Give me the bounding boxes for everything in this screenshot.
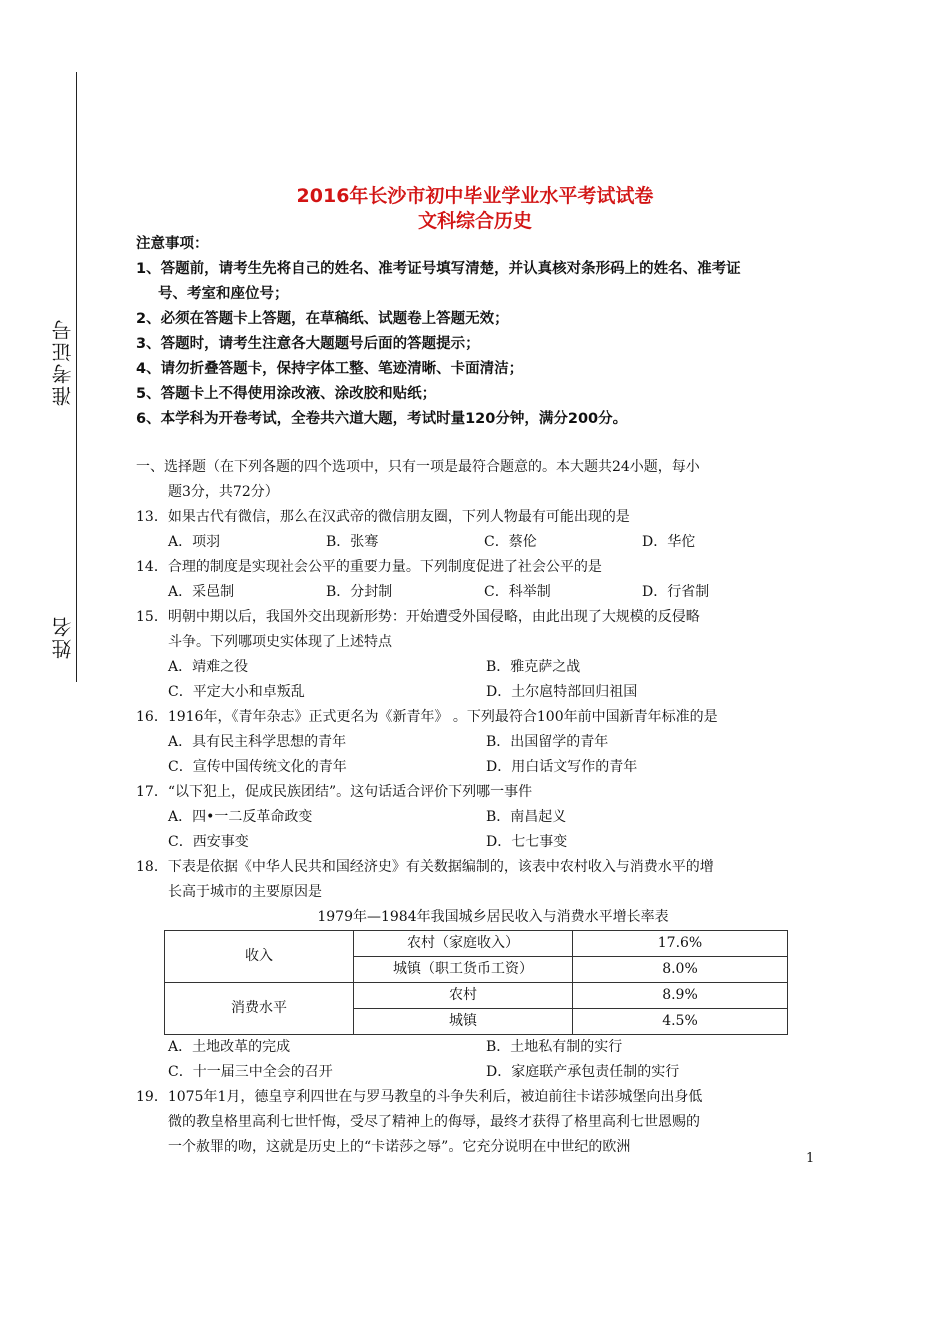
question-15-stem-cont: 斗争。下列哪项史实体现了上述特点 (168, 634, 392, 650)
section-heading: 一、选择题（在下列各题的四个选项中，只有一项是最符合题意的。本大题共24小题，每小 (136, 459, 700, 475)
question-18-stem-cont: 长高于城市的主要原因是 (168, 884, 322, 900)
note-item: 6、本学科为开卷考试，全卷共六道大题，考试时量120分钟，满分200分。 (136, 411, 628, 427)
question-16-options-ab (136, 730, 826, 755)
option-c: C．西安事变 (168, 834, 249, 850)
question-15-stem: 15．明朝中期以后，我国外交出现新形势：开始遭受外国侵略，由此出现了大规模的反侵略 (136, 609, 700, 625)
question-19-stem: 19．1075年1月，德皇亨利四世在与罗马教皇的斗争失利后，被迫前往卡诺莎城堡向出身低 (136, 1089, 703, 1105)
question-19-stem-cont: 微的教皇格里高利七世忏悔，受尽了精神上的侮辱，最终才获得了格里高利七世恩赐的 (168, 1114, 700, 1130)
question-18-stem: 18．下表是依据《中华人民共和国经济史》有关数据编制的，该表中农村收入与消费水平的增 (136, 859, 714, 875)
option-d: D．华佗 (642, 534, 696, 550)
note-item: 1、答题前，请考生先将自己的姓名、准考证号填写清楚，并认真核对条形码上的姓名、准考证 (136, 261, 741, 277)
question-16-stem: 16．1916年，《青年杂志》正式更名为《新青年》 。下列最符合100年前中国新青年标准的是 (136, 709, 718, 725)
question-13-stem: 13．如果古代有微信，那么在汉武帝的微信朋友圈，下列人物最有可能出现的是 (136, 509, 630, 525)
table-cell-value: 17.6% (573, 931, 788, 957)
question-18-options-cd (136, 1060, 826, 1085)
notes-heading: 注意事项： (136, 236, 209, 252)
option-c: C．平定大小和卓叛乱 (168, 684, 305, 700)
option-d: D．用白话文写作的青年 (486, 759, 638, 775)
table-cell: 城镇 (354, 1009, 573, 1035)
note-item: 5、答题卡上不得使用涂改液、涂改胶和贴纸； (136, 386, 437, 402)
note-item: 4、请勿折叠答题卡，保持字体工整、笔迹清晰、卡面清洁； (136, 361, 524, 377)
option-c: C．宣传中国传统文化的青年 (168, 759, 347, 775)
option-c: C．科举制 (484, 584, 551, 600)
table-row (165, 931, 788, 957)
option-b: B．张骞 (326, 534, 379, 550)
table-cell-consumption: 消费水平 (165, 983, 354, 1035)
question-19-stem-cont: 一个赦罪的吻，这就是历史上的“卡诺莎之辱”。它充分说明在中世纪的欧洲 (168, 1139, 631, 1155)
table-cell-value: 8.0% (573, 957, 788, 983)
question-15-options-ab (136, 655, 826, 680)
option-a: A．靖难之役 (168, 659, 249, 675)
table-cell: 农村（家庭收入） (354, 931, 573, 957)
question-17-options-ab (136, 805, 826, 830)
option-c: C．蔡伦 (484, 534, 537, 550)
name-label: 姓名 (51, 615, 75, 659)
option-d: D．土尔扈特部回归祖国 (486, 684, 638, 700)
note-item: 号、考室和座位号； (158, 286, 289, 302)
question-15-options-cd (136, 680, 826, 705)
question-18-options-ab (136, 1035, 826, 1060)
note-item: 2、必须在答题卡上答题，在草稿纸、试题卷上答题无效； (136, 311, 509, 327)
growth-rate-table (164, 930, 788, 1035)
exam-subtitle: 文科综合历史 (417, 210, 532, 232)
option-d: D．家庭联产承包责任制的实行 (486, 1064, 680, 1080)
option-d: D．七七事变 (486, 834, 568, 850)
question-17-options-cd (136, 830, 826, 855)
exam-number-label: 准考证号 (51, 318, 75, 406)
table-row (165, 983, 788, 1009)
table-cell-income: 收入 (165, 931, 354, 983)
option-a: A．四•一二反革命政变 (168, 809, 313, 825)
option-b: B．南昌起义 (486, 809, 567, 825)
questions-body (136, 455, 826, 1160)
question-13-options (136, 530, 826, 555)
note-item: 3、答题时，请考生注意各大题题号后面的答题提示； (136, 336, 480, 352)
section-heading-cont: 题3分，共72分） (168, 484, 279, 500)
table-cell: 城镇（职工货币工资） (354, 957, 573, 983)
table-caption: 1979年—1984年我国城乡居民收入与消费水平增长率表 (317, 909, 669, 925)
exam-title: 2016年长沙市初中毕业学业水平考试试卷 (296, 185, 654, 207)
option-a: A．项羽 (168, 534, 221, 550)
option-d: D．行省制 (642, 584, 710, 600)
question-14-stem: 14．合理的制度是实现社会公平的重要力量。下列制度促进了社会公平的是 (136, 559, 602, 575)
option-a: A．采邑制 (168, 584, 235, 600)
option-a: A．具有民主科学思想的青年 (168, 734, 347, 750)
option-a: A．土地改革的完成 (168, 1039, 291, 1055)
table-cell-value: 8.9% (573, 983, 788, 1009)
table-cell: 农村 (354, 983, 573, 1009)
option-b: B．出国留学的青年 (486, 734, 609, 750)
option-b: B．分封制 (326, 584, 393, 600)
table-cell-value: 4.5% (573, 1009, 788, 1035)
question-14-options (136, 580, 826, 605)
page-number: 1 (806, 1151, 815, 1166)
option-b: B．土地私有制的实行 (486, 1039, 623, 1055)
notes-section (136, 232, 836, 432)
question-16-options-cd (136, 755, 826, 780)
question-17-stem: 17．“以下犯上，促成民族团结”。这句话适合评价下列哪一事件 (136, 784, 533, 800)
option-b: B．雅克萨之战 (486, 659, 581, 675)
option-c: C．十一届三中全会的召开 (168, 1064, 333, 1080)
